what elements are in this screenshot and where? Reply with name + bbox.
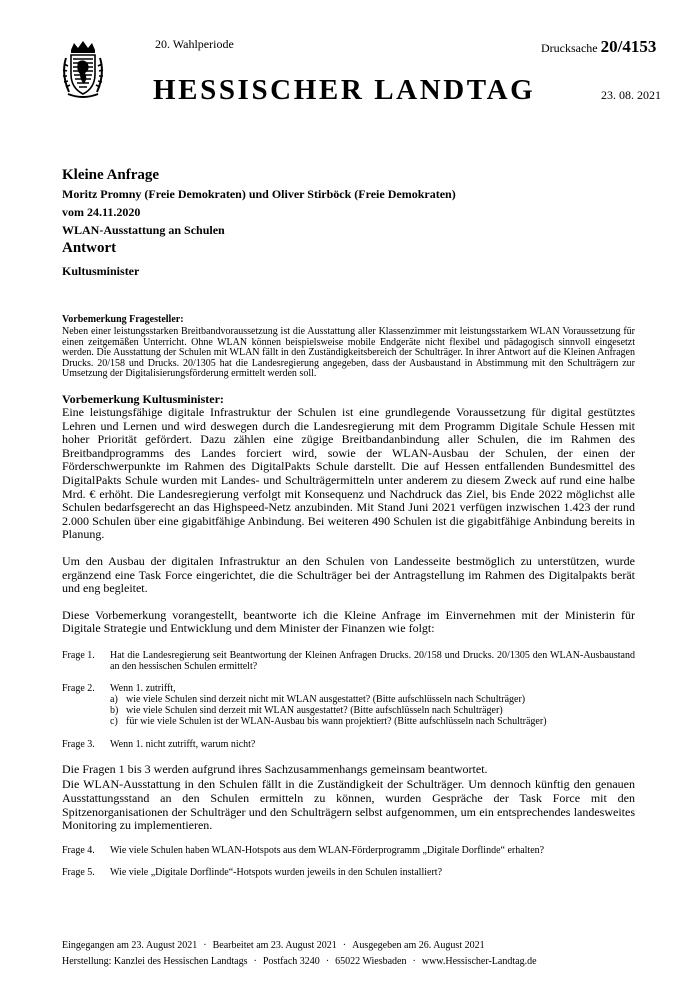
question-text: Hat die Landesregierung seit Beantwortung der Kleinen Anfragen Drucks. 20/158 und Drucks. 20/1305 den WLAN-Ausbaustand an den hessischen Schulen ermittelt? xyxy=(110,649,635,672)
page-title: HESSISCHER LANDTAG xyxy=(153,74,536,106)
drucksache-number: 20/4153 xyxy=(600,37,657,56)
footer-publisher xyxy=(62,954,642,970)
answerer: Kultusminister xyxy=(62,264,140,278)
question-3 xyxy=(62,739,635,750)
question-label: Frage 5. xyxy=(62,866,95,878)
question-text: Wie viele „Digitale Dorflinde“-Hotspots wurden jeweils in den Schulen installiert? xyxy=(110,866,443,878)
document-header-block xyxy=(62,166,622,280)
question-text: Wie viele Schulen haben WLAN-Hotspots aus dem WLAN-Förderprogramm „Digitale Dorflinde“ erhalten? xyxy=(110,844,545,856)
footer-separator: · xyxy=(203,940,207,951)
answer-paragraph: Die Fragen 1 bis 3 werden aufgrund ihres Sachzusammenhangs gemeinsam beantwortet. xyxy=(62,761,488,776)
document-date: 23. 08. 2021 xyxy=(601,88,661,102)
question-5 xyxy=(62,867,635,878)
question-label: Frage 3. xyxy=(62,738,95,750)
question-label: Frage 4. xyxy=(62,844,95,856)
footer-postfach: Postfach 3240 xyxy=(262,956,320,967)
question-label: Frage 1. xyxy=(62,649,95,661)
question-date: vom 24.11.2020 xyxy=(62,205,141,219)
vorbemerkung-fragesteller-text: Neben einer leistungsstarken Breitbandvoraussetzung ist die Ausstattung aller Klassenzimmer mit leistungsstarkem WLAN Voraussetzung für einen zeitgemäßen Unterricht. Ohne WLAN können beispielsweise mobile Endgeräte nicht flexibel und pädagogisch sinnvoll eingesetzt werden. Die Ausstattung der Schulen mit WLAN fällt in den Zuständigkeitsbereich der Schulträger. In ihrer Antwort auf die Kleinen Anfragen Drucks. 20/158 und Drucks. 20/1305 hat die Landesregierung angegeben, dass der Ausbaustand in Abstimmung mit den Schulträgern zur Umsetzung der Digitalisierungsförderung ermittelt werden soll. xyxy=(62,326,635,380)
wahlperiode: 20. Wahlperiode xyxy=(155,37,234,51)
question-4 xyxy=(62,845,635,856)
footer-separator: · xyxy=(342,940,347,951)
question-text: Wenn 1. zutrifft, xyxy=(110,682,176,694)
vorbemerkung-kultusminister-paragraph: Um den Ausbau der digitalen Infrastruktur an den Schulen von Landesseite bestmöglich zu unterstützen, wurde ergänzend eine Task Force eingerichtet, die die Schulträger bei der Antragstellung im Rahmen des Digitalpakts berät und eng begleitet. xyxy=(62,553,635,596)
sub-question-text: wie viele Schulen sind derzeit mit WLAN ausgestattet? (Bitte aufschlüsseln nach Schulträger) xyxy=(126,704,503,716)
footer-eingegangen: Eingegangen am 23. August 2021 xyxy=(62,940,198,951)
sub-question xyxy=(110,716,635,727)
question-2 xyxy=(62,683,635,727)
sub-question-marker: a) xyxy=(110,693,118,705)
authors: Moritz Promny (Freie Demokraten) und Oliver Stirböck (Freie Demokraten) xyxy=(62,187,456,201)
subject: WLAN-Ausstattung an Schulen xyxy=(62,223,225,237)
answer-label: Antwort xyxy=(62,240,117,256)
sub-question xyxy=(110,694,635,705)
vorbemerkung-fragesteller-title: Vorbemerkung Fragesteller: xyxy=(62,314,184,325)
footer-bearbeitet: Bearbeitet am 23. August 2021 xyxy=(212,940,337,951)
vorbemerkung-kultusminister-title: Vorbemerkung Kultusminister: xyxy=(62,391,224,406)
sub-question-text: wie viele Schulen sind derzeit nicht mit WLAN ausgestattet? (Bitte aufschlüsseln nach Schulträger) xyxy=(126,693,526,705)
sub-question-marker: b) xyxy=(110,704,119,716)
question-1 xyxy=(62,650,635,672)
footer-separator: · xyxy=(325,956,330,967)
drucksache xyxy=(541,37,656,57)
answer-paragraph: Die WLAN-Ausstattung in den Schulen fällt in die Zuständigkeit der Schulträger. Um dennoch künftig den genauen Ausstattungsstand an den Schulen ermitteln zu können, wurden Gespräche der Task Force mit den Spitzenorganisationen der Schulträger und den Schulträgern selbst aufgenommen, um ein entsprechendes landesweites Monitoring zu implementieren. xyxy=(62,777,635,833)
drucksache-label: Drucksache xyxy=(541,41,598,55)
question-text: Wenn 1. nicht zutrifft, warum nicht? xyxy=(110,738,256,750)
document-body xyxy=(62,314,635,878)
footer-herstellung: Herstellung: Kanzlei des Hessischen Landtags xyxy=(62,956,248,967)
footer-dates xyxy=(62,938,642,954)
footer-website-link[interactable]: www.Hessischer-Landtag.de xyxy=(421,956,537,967)
sub-question-list xyxy=(110,694,635,727)
sub-question-marker: c) xyxy=(110,715,118,727)
page-footer xyxy=(62,938,642,970)
question-label: Frage 2. xyxy=(62,682,95,694)
hessen-coat-of-arms-icon xyxy=(60,40,106,100)
document-type: Kleine Anfrage xyxy=(62,167,160,183)
vorbemerkung-kultusminister-paragraph: Eine leistungsfähige digitale Infrastruktur der Schulen ist eine grundlegende Voraussetzung für digital gestütztes Lehren und Lernen und wird deswegen durch die Landesregierung mit dem Programm Digitale Schule Hessen mit hoher Priorität gefördert. Dazu zählen eine zügige Breitbandanbindung aller Schulen, die im Rahmen des Breitbandprogramms des Landes forciert wird, sowie der WLAN-Ausbau der Schulen, der einen der Förderschwerpunkte im Rahmen des DigitalPakts Schule darstellt. Die auf Hessen entfallenden Bundesmittel des DigitalPakts Schule wurden mit Landes- und Schulträgermitteln unter anderem zu diesem Zweck auf rund eine halbe Mrd. € erhöht. Die Landesregierung verfolgt mit Konsequenz und Nachdruck das Ziel, bis Ende 2022 möglichst alle Schulen bedarfsgerecht an das Highspeed-Netz anzubinden. Mit Stand Juni 2021 verfügen inzwischen 1.423 der rund 2.000 Schulen über eine gigabitfähige Anbindung. Bei weiteren 490 Schulen ist die gigabitfähige Anbindung bereits in Planung. xyxy=(62,404,635,542)
footer-ausgegeben: Ausgegeben am 26. August 2021 xyxy=(352,940,485,951)
footer-separator: · xyxy=(412,956,416,967)
sub-question-text: für wie viele Schulen ist der WLAN-Ausbau bis wann projektiert? (Bitte aufschlüsseln nach Schulträger) xyxy=(126,715,547,727)
sub-question xyxy=(110,705,635,716)
vorbemerkung-kultusminister-paragraph: Diese Vorbemerkung vorangestellt, beantworte ich die Kleine Anfrage im Einvernehmen mit der Ministerin für Digitale Strategie und Entwicklung und dem Minister der Finanzen wie folgt: xyxy=(62,607,635,636)
footer-separator: · xyxy=(253,956,257,967)
footer-ort: 65022 Wiesbaden xyxy=(335,956,407,967)
